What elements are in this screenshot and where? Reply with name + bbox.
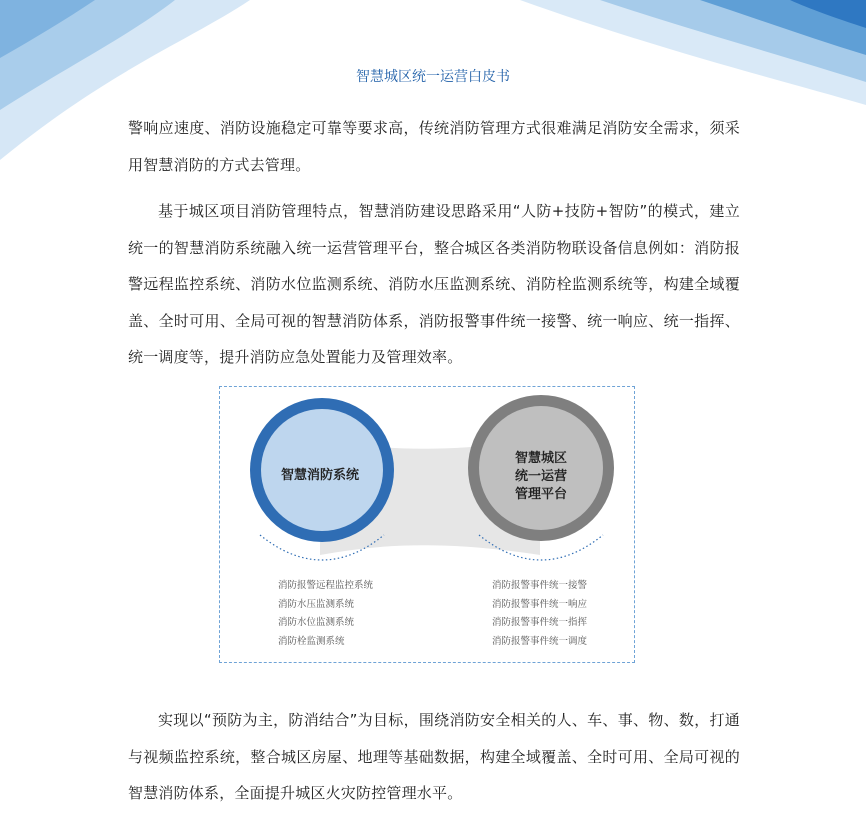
right-circle-label: 智慧城区 统一运营 管理平台 xyxy=(514,451,567,502)
page-header-title: 智慧城区统一运营白皮书 xyxy=(356,69,510,85)
paragraph-3-text: 实现以“预防为主，防消结合”为目标，围绕消防安全相关的人、车、事、物、数，打通与视频监控系统，整合城区房屋、地理等基础数据，构建全域覆盖、全时可用、全局可视的智慧消防体系，全面提升城区火灾防控管理水平。 xyxy=(128,711,740,802)
list-item: 消防水位监测系统 xyxy=(278,617,355,628)
paragraph-approach xyxy=(128,193,740,376)
right-event-list xyxy=(492,577,587,651)
smart-fire-diagram xyxy=(219,386,635,663)
paragraph-2-text: 基于城区项目消防管理特点，智慧消防建设思路采用“人防+技防+智防”的模式，建立统一的智慧消防系统融入统一运营管理平台，整合城区各类消防物联设备信息例如：消防报警远程监控系统、消防水位监测系统、消防水压监测系统、消防栓监测系统等，构建全域覆盖、全时可用、全局可视的智慧消防体系，消防报警事件统一接警、统一响应、统一指挥、统一调度等，提升消防应急处置能力及管理效率。 xyxy=(128,202,740,366)
paragraph-goal xyxy=(128,702,740,812)
list-item: 消防栓监测系统 xyxy=(278,635,345,647)
list-item: 消防报警事件统一调度 xyxy=(492,635,588,647)
list-item: 消防报警事件统一接警 xyxy=(492,580,588,591)
list-item: 消防报警事件统一响应 xyxy=(492,598,588,610)
left-circle-label: 智慧消防系统 xyxy=(280,468,359,483)
list-item: 消防水压监测系统 xyxy=(278,598,355,610)
paragraph-1-text: 警响应速度、消防设施稳定可靠等要求高，传统消防管理方式很难满足消防安全需求，须采用智慧消防的方式去管理。 xyxy=(128,119,740,174)
list-item: 消防报警远程监控系统 xyxy=(278,580,374,591)
list-item: 消防报警事件统一指挥 xyxy=(492,617,588,628)
left-system-list xyxy=(278,577,373,651)
paragraph-continuation xyxy=(128,110,740,183)
